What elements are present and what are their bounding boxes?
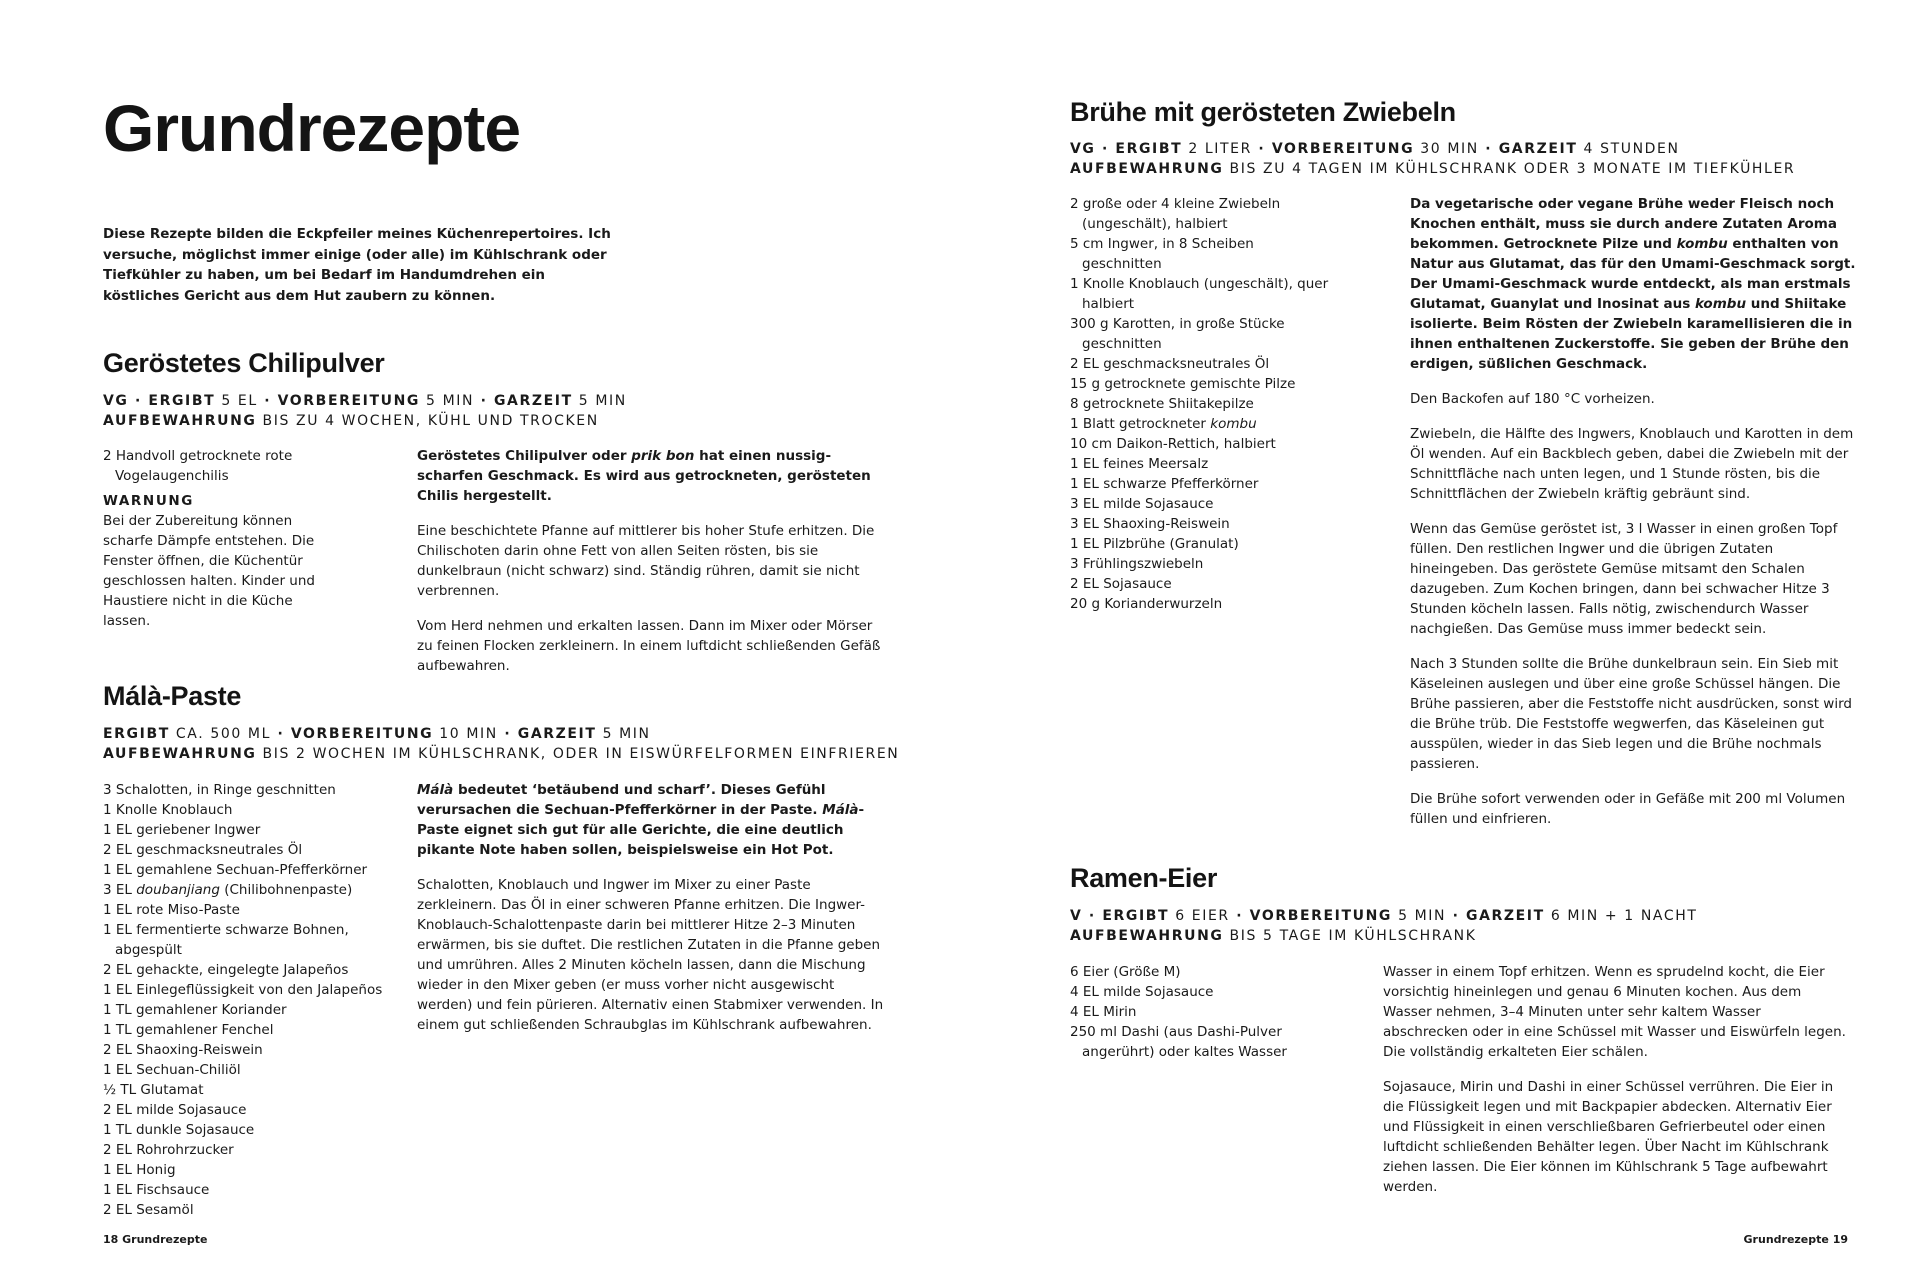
ingredient-item: 1 EL fermentierte schwarze Bohnen, abgespült — [103, 922, 349, 958]
method-lead: Da vegetarische oder vegane Brühe weder Fleisch noch Knochen enthält, muss sie durch andere Zutaten Aroma bekommen. Getrocknete Pilze und kombu enthalten von Natur aus Glutamat, das für den Umami-Geschmack sorgt. Der Umami-Geschmack wurde entdeckt, als man erstmals Glutamat, Guanylat und Inosinat aus kombu und Shiitake isolierte. Beim Rösten der Zwiebeln karamellisieren die in ihnen enthaltenen Zuckerstoffe. Sie geben der Brühe den erdigen, süßlichen Geschmack. — [1410, 196, 1856, 372]
ingredient-item: ½ TL Glutamat — [103, 1082, 204, 1098]
ingredient-item: 2 Handvoll getrocknete rote Vogelaugenchilis — [103, 448, 293, 484]
ingredient-item: 2 EL geschmacksneutrales Öl — [1070, 356, 1270, 372]
method-chilipulver — [417, 446, 892, 691]
meta-label: VORBEREITUNG — [1249, 908, 1393, 924]
ingredient-list — [103, 780, 413, 1220]
page-title: Grundrezepte — [103, 91, 521, 165]
ingredient-item: 3 Frühlingszwiebeln — [1070, 556, 1204, 572]
ingredients-chilipulver — [103, 446, 343, 631]
ingredient-item: 1 Knolle Knoblauch (ungeschält), quer halbiert — [1070, 276, 1329, 312]
recipe-meta-bruehe — [1070, 139, 1680, 159]
meta-separator: · — [474, 393, 494, 409]
meta-separator: · — [1446, 908, 1466, 924]
intro-text: Diese Rezepte bilden die Eckpfeiler meines Küchenrepertoires. Ich versuche, möglichst immer einige (oder alle) im Kühlschrank oder Tiefkühler zu haben, um bei Bedarf im Handumdrehen ein köstliches Gericht aus dem Hut zaubern zu können. — [103, 226, 611, 304]
meta-label: AUFBEWAHRUNG — [1070, 161, 1224, 177]
meta-label: AUFBEWAHRUNG — [103, 413, 257, 429]
meta-label: GARZEIT — [517, 726, 597, 742]
recipe-title-ramen-eier: Ramen-Eier — [1070, 863, 1218, 893]
meta-value: 6 EIER — [1169, 908, 1230, 924]
meta-value: CA. 500 ML — [169, 726, 271, 742]
recipe-meta-ramen-eier — [1070, 906, 1698, 926]
ingredient-item: 1 TL gemahlener Koriander — [103, 1002, 287, 1018]
ingredient-item: 6 Eier (Größe M) — [1070, 964, 1181, 980]
ingredient-item: 3 EL milde Sojasauce — [1070, 496, 1214, 512]
ingredient-item: 2 EL gehackte, eingelegte Jalapeños — [103, 962, 349, 978]
method-lead: Málà bedeutet ‘betäubend und scharf’. Dieses Gefühl verursachen die Sechuan-Pfefferkörner in der Paste. Málà-Paste eignet sich gut für alle Gerichte, die eine deutlich pikante Note haben sollen, beispielsweise ein Hot Pot. — [417, 782, 865, 858]
ingredient-item: 8 getrocknete Shiitakepilze — [1070, 396, 1254, 412]
ingredient-item: 2 EL Shaoxing-Reiswein — [103, 1042, 263, 1058]
recipe-title-chilipulver: Geröstetes Chilipulver — [103, 348, 385, 378]
ingredients-ramen-eier — [1070, 962, 1310, 1062]
meta-value: 6 MIN + 1 NACHT — [1544, 908, 1698, 924]
recipe-storage-chilipulver — [103, 411, 599, 431]
meta-separator: · — [128, 393, 149, 409]
method-ramen-eier — [1383, 962, 1848, 1212]
method-step: Zwiebeln, die Hälfte des Ingwers, Knoblauch und Karotten in dem Öl wenden. Auf ein Backblech geben, dabei die Zwiebeln mit der Schnittfläche nach unten legen, und 1 Stunde rösten, bis die Schnittflächen der Zwiebeln kräftig gebräunt sind. — [1410, 426, 1854, 502]
ingredient-item: 1 EL Sechuan-Chiliöl — [103, 1062, 241, 1078]
method-step: Wenn das Gemüse geröstet ist, 3 l Wasser in einen großen Topf füllen. Den restlichen Ingwer und die übrigen Zutaten hineingeben. Das geröstete Gemüse mitsamt den Schalen dazugeben. Zum Kochen bringen, dann bei schwacher Hitze 3 Stunden köcheln lassen. Falls nötig, zwischendurch Wasser nachgießen. Das Gemüse muss immer bedeckt sein. — [1410, 521, 1838, 637]
meta-separator: · — [497, 726, 518, 742]
ingredient-item: 4 EL Mirin — [1070, 1004, 1137, 1020]
ingredient-item: 250 ml Dashi (aus Dashi-Pulver angerührt) oder kaltes Wasser — [1070, 1024, 1287, 1060]
meta-separator: · — [1478, 141, 1499, 157]
page-footer-left: 18 Grundrezepte — [103, 1233, 208, 1246]
recipe-storage-ramen-eier — [1070, 926, 1477, 946]
method-step: Nach 3 Stunden sollte die Brühe dunkelbraun sein. Ein Sieb mit Käseleinen auslegen und über eine große Schüssel hängen. Die Brühe passieren, aber die Feststoffe nicht ausdrücken, sonst wird die Brühe trüb. Die Feststoffe wegwerfen, das Käseleinen gut ausspülen, wieder in das Sieb legen und die Brühe nochmals passieren. — [1410, 656, 1852, 772]
meta-value: 5 MIN — [1392, 908, 1447, 924]
meta-value: 30 MIN — [1414, 141, 1479, 157]
meta-separator: · — [257, 393, 278, 409]
meta-label: V — [1070, 908, 1083, 924]
meta-label: VORBEREITUNG — [1271, 141, 1415, 157]
recipe-storage-mala — [103, 744, 899, 764]
meta-label: VG — [1070, 141, 1096, 157]
meta-label: AUFBEWAHRUNG — [1070, 928, 1224, 944]
meta-value: BIS ZU 4 TAGEN IM KÜHLSCHRANK ODER 3 MONATE IM TIEFKÜHLER — [1223, 161, 1796, 177]
meta-value: 5 MIN — [572, 393, 627, 409]
ingredient-item: 2 EL Sesamöl — [103, 1202, 194, 1218]
meta-label: VORBEREITUNG — [277, 393, 420, 409]
ingredient-item: 1 EL gemahlene Sechuan-Pfefferkörner — [103, 862, 368, 878]
ingredient-item: 1 EL Fischsauce — [103, 1182, 210, 1198]
ingredient-item: 5 cm Ingwer, in 8 Scheiben geschnitten — [1070, 236, 1254, 272]
ingredient-item: 20 g Korianderwurzeln — [1070, 596, 1223, 612]
method-step: Die Brühe sofort verwenden oder in Gefäße mit 200 ml Volumen füllen und einfrieren. — [1410, 791, 1846, 827]
ingredient-item: 2 EL milde Sojasauce — [103, 1102, 247, 1118]
meta-separator: · — [270, 726, 291, 742]
method-steps — [1383, 962, 1848, 1197]
method-step: Sojasauce, Mirin und Dashi in einer Schüssel verrühren. Die Eier in die Flüssigkeit legen und mit Backpapier abdecken. Alternativ Eier und Flüssigkeit in einen verschließbaren Gefrierbeutel oder einen luftdicht schließenden Behälter legen. Über Nacht im Kühlschrank ziehen lassen. Die Eier können im Kühlschrank 5 Tage aufbewahrt werden. — [1383, 1079, 1834, 1195]
method-step: Schalotten, Knoblauch und Ingwer im Mixer zu einer Paste zerkleinern. Das Öl in einer schweren Pfanne erhitzen. Die Ingwer-Knoblauch-Schalottenpaste darin bei mittlerer Hitze 2–3 Minuten erwärmen, bis sie duftet. Die restlichen Zutaten in die Pfanne geben und umrühren. Alles 2 Minuten köcheln lassen, dann die Mischung wieder in den Mixer geben (er muss vorher nicht ausgewischt werden) und fein pürieren. Alternativ einen Stabmixer verwenden. In einem gut schließenden Schraubglas im Kühlschrank aufbewahren. — [417, 877, 884, 1033]
ingredient-item: 1 EL Einlegeflüssigkeit von den Jalapeños — [103, 982, 383, 998]
ingredient-item: 1 EL schwarze Pfefferkörner — [1070, 476, 1259, 492]
ingredient-item: 1 TL dunkle Sojasauce — [103, 1122, 255, 1138]
method-lead: Geröstetes Chilipulver oder prik bon hat einen nussig-scharfen Geschmack. Es wird aus getrockneten, gerösteten Chilis hergestellt. — [417, 448, 871, 504]
page-footer-right: Grundrezepte 19 — [1743, 1233, 1848, 1246]
method-steps — [417, 875, 887, 1035]
ingredient-item: 15 g getrocknete gemischte Pilze — [1070, 376, 1296, 392]
ingredient-item: 2 große oder 4 kleine Zwiebeln (ungeschält), halbiert — [1070, 196, 1281, 232]
ingredient-item: 4 EL milde Sojasauce — [1070, 984, 1214, 1000]
ingredient-item: 1 EL geriebener Ingwer — [103, 822, 261, 838]
recipe-title-mala: Málà-Paste — [103, 681, 242, 711]
meta-value: BIS 2 WOCHEN IM KÜHLSCHRANK, ODER IN EISWÜRFELFORMEN EINFRIEREN — [256, 746, 900, 762]
method-steps — [1410, 389, 1860, 829]
ingredient-item: 2 EL Sojasauce — [1070, 576, 1172, 592]
method-step: Wasser in einem Topf erhitzen. Wenn es sprudelnd kocht, die Eier vorsichtig hineinlegen und genau 6 Minuten kochen. Aus dem Wasser nehmen, 3–4 Minuten unter sehr kaltem Wasser abschrecken oder in eine Schüssel mit Wasser und Eiswürfeln legen. Die vollständig erkalteten Eier schälen. — [1383, 964, 1846, 1060]
ingredient-item: 3 Schalotten, in Ringe geschnitten — [103, 782, 336, 798]
meta-separator: · — [1095, 141, 1116, 157]
ingredient-list — [103, 446, 343, 486]
meta-value: 5 MIN — [596, 726, 651, 742]
meta-label: GARZEIT — [493, 393, 573, 409]
ingredient-item: 2 EL geschmacksneutrales Öl — [103, 842, 303, 858]
warning-text: Bei der Zubereitung können scharfe Dämpfe entstehen. Die Fenster öffnen, die Küchentür geschlossen halten. Kinder und Haustiere nicht in die Küche lassen. — [103, 513, 315, 629]
ingredient-item: 300 g Karotten, in große Stücke geschnitten — [1070, 316, 1285, 352]
ingredients-mala — [103, 780, 413, 1220]
method-step: Eine beschichtete Pfanne auf mittlerer bis hoher Stufe erhitzen. Die Chilischoten darin ohne Fett von allen Seiten rösten, bis sie dunkelbraun (nicht schwarz) sind. Ständig rühren, damit sie nicht verbrennen. — [417, 523, 875, 599]
meta-label: VG — [103, 393, 129, 409]
recipe-meta-mala — [103, 724, 651, 744]
ingredient-item: 1 TL gemahlener Fenchel — [103, 1022, 274, 1038]
ingredients-bruehe — [1070, 194, 1335, 614]
ingredient-item: 2 EL Rohrohrzucker — [103, 1142, 234, 1158]
ingredient-item: 1 Blatt getrockneter kombu — [1070, 416, 1257, 432]
meta-separator: · — [1082, 908, 1103, 924]
meta-separator: · — [1251, 141, 1272, 157]
meta-label: AUFBEWAHRUNG — [103, 746, 257, 762]
method-steps — [417, 521, 892, 676]
ingredient-list — [1070, 194, 1335, 614]
ingredient-item: 10 cm Daikon-Rettich, halbiert — [1070, 436, 1276, 452]
meta-separator: · — [1229, 908, 1250, 924]
meta-value: BIS ZU 4 WOCHEN, KÜHL UND TROCKEN — [256, 413, 599, 429]
meta-value: 4 STUNDEN — [1577, 141, 1680, 157]
ingredient-item: 3 EL doubanjiang (Chilibohnenpaste) — [103, 882, 353, 898]
warning-title: WARNUNG — [103, 493, 194, 509]
meta-label: ERGIBT — [1115, 141, 1183, 157]
ingredient-list — [1070, 962, 1310, 1062]
meta-label: ERGIBT — [148, 393, 216, 409]
meta-value: 10 MIN — [433, 726, 498, 742]
meta-label: GARZEIT — [1465, 908, 1545, 924]
method-bruehe — [1410, 194, 1860, 844]
ingredient-item: 1 EL Honig — [103, 1162, 176, 1178]
meta-value: 2 LITER — [1182, 141, 1252, 157]
recipe-storage-bruehe — [1070, 159, 1795, 179]
method-mala — [417, 780, 887, 1050]
ingredient-item: 3 EL Shaoxing-Reiswein — [1070, 516, 1230, 532]
meta-label: GARZEIT — [1498, 141, 1578, 157]
meta-value: BIS 5 TAGE IM KÜHLSCHRANK — [1223, 928, 1477, 944]
meta-label: ERGIBT — [103, 726, 170, 742]
method-step: Den Backofen auf 180 °C vorheizen. — [1410, 391, 1655, 407]
recipe-title-bruehe: Brühe mit gerösteten Zwiebeln — [1070, 97, 1456, 127]
meta-value: 5 EL — [215, 393, 258, 409]
recipe-meta-chilipulver — [103, 391, 627, 411]
ingredient-item: 1 Knolle Knoblauch — [103, 802, 233, 818]
meta-label: VORBEREITUNG — [290, 726, 434, 742]
meta-value: 5 MIN — [420, 393, 475, 409]
meta-label: ERGIBT — [1102, 908, 1170, 924]
ingredient-item: 1 EL rote Miso-Paste — [103, 902, 240, 918]
method-step: Vom Herd nehmen und erkalten lassen. Dann im Mixer oder Mörser zu feinen Flocken zerkleinern. In einem luftdicht schließenden Gefäß aufbewahren. — [417, 618, 881, 674]
ingredient-item: 1 EL feines Meersalz — [1070, 456, 1209, 472]
ingredient-item: 1 EL Pilzbrühe (Granulat) — [1070, 536, 1239, 552]
